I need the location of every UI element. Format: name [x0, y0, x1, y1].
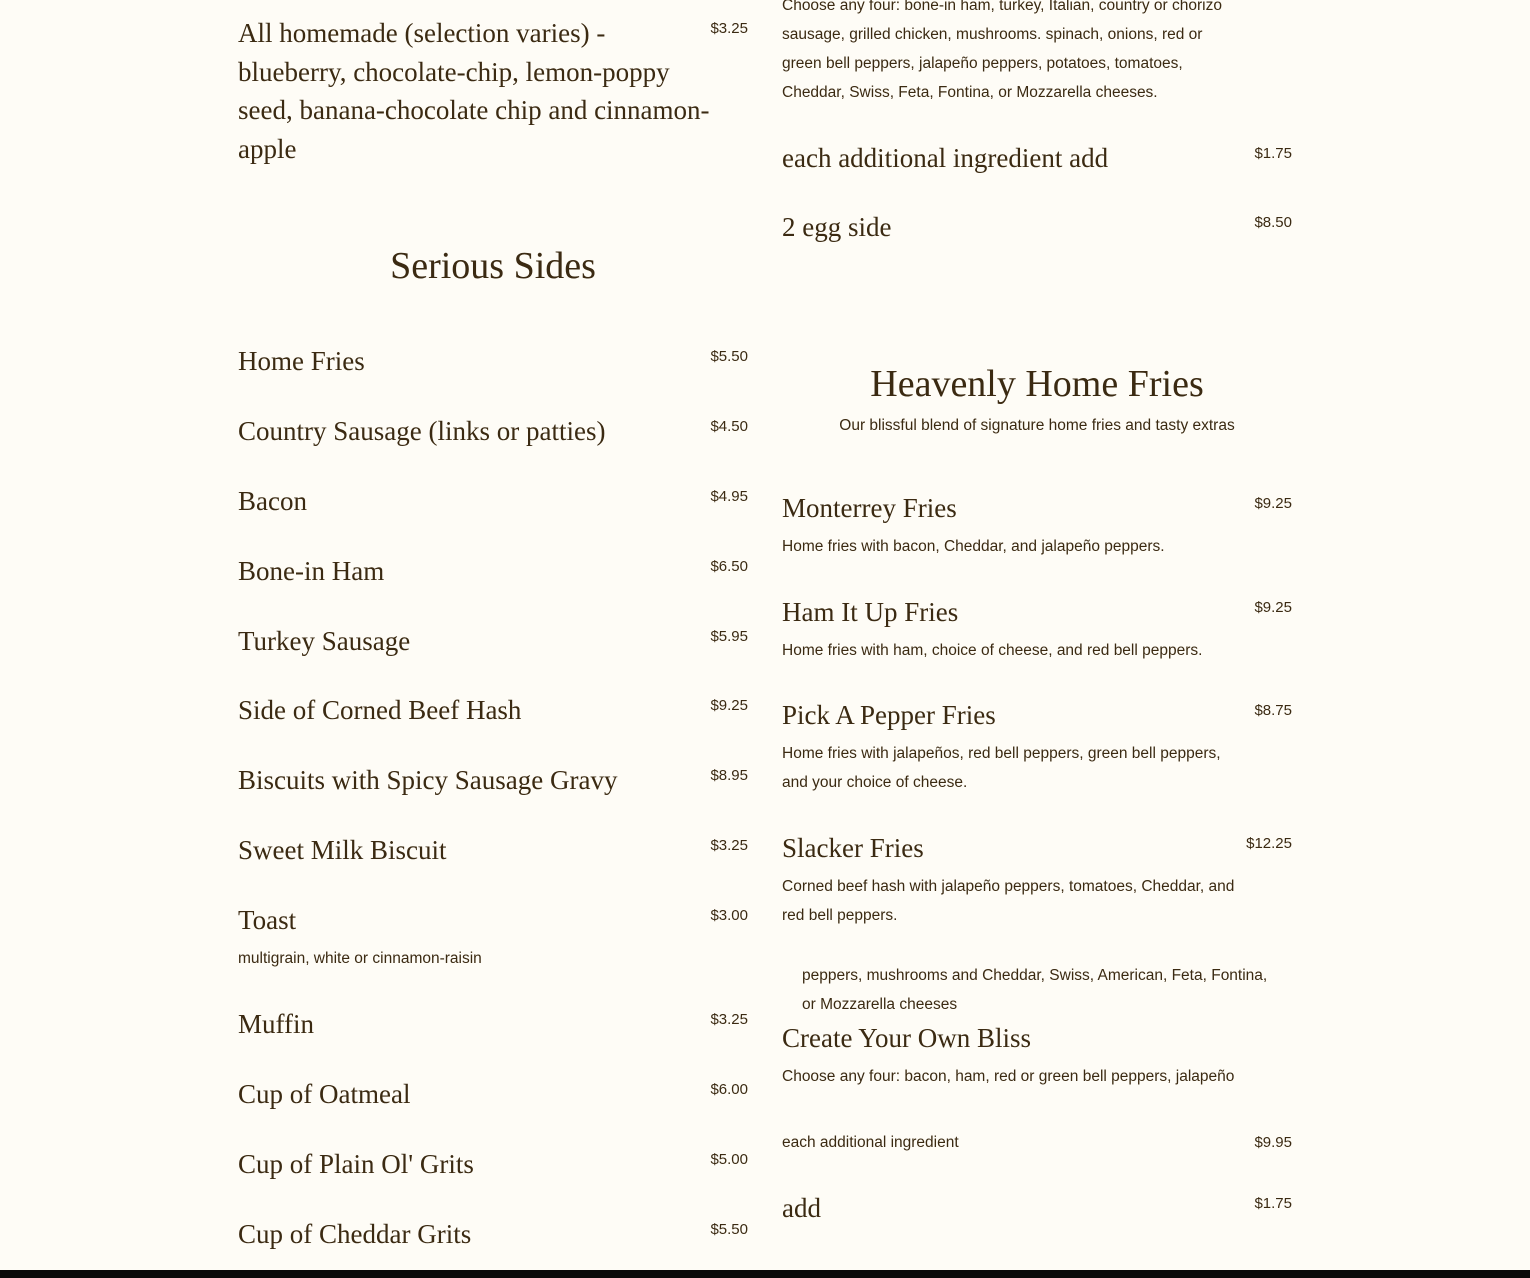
- side-item-price: $4.95: [710, 488, 748, 505]
- side-item-name: Sweet Milk Biscuit: [238, 835, 447, 865]
- side-item-name: Cup of Oatmeal: [238, 1079, 411, 1109]
- muffin-price: $3.25: [710, 20, 748, 37]
- side-item-name: Cup of Plain Ol' Grits: [238, 1149, 474, 1179]
- egg-side-price: $8.50: [1254, 214, 1292, 231]
- fries-item-price: $8.75: [1254, 702, 1292, 719]
- additional-ingredient-price: $1.75: [1254, 145, 1292, 162]
- section-subtitle: Our blissful blend of signature home fries and tasty extras: [839, 417, 1235, 434]
- egg-side-name: 2 egg side: [782, 212, 892, 242]
- side-item-name: Country Sausage (links or patties): [238, 416, 606, 446]
- fries-item-description: Home fries with ham, choice of cheese, and red bell peppers.: [782, 642, 1203, 659]
- section-heading-serious-sides: Serious Sides: [390, 245, 596, 287]
- side-item-name: Home Fries: [238, 346, 365, 376]
- section-heading-heavenly-home-fries: Heavenly Home Fries: [870, 363, 1204, 405]
- fries-item-description: Home fries with jalapeños, red bell peppers, green bell peppers, and your choice of cheese.: [782, 745, 1221, 791]
- side-item-price: $6.00: [710, 1081, 748, 1098]
- side-item-description: multigrain, white or cinnamon-raisin: [238, 950, 482, 967]
- fries-item-name: Ham It Up Fries: [782, 597, 959, 627]
- side-item-price: $3.00: [710, 907, 748, 924]
- side-item-price: $4.50: [710, 418, 748, 435]
- side-item-name: Bone-in Ham: [238, 556, 385, 586]
- side-item-price: $5.50: [710, 1221, 748, 1238]
- fries-item-price: $9.25: [1254, 495, 1292, 512]
- side-item-price: $6.50: [710, 558, 748, 575]
- create-your-own-bliss-description: Choose any four: bacon, ham, red or green bell peppers, jalapeño: [782, 1068, 1235, 1085]
- fries-item-price: $12.25: [1246, 835, 1292, 852]
- fries-item-name: Monterrey Fries: [782, 493, 957, 523]
- side-item-price: $3.25: [710, 837, 748, 854]
- add-price: $1.75: [1254, 1195, 1292, 1212]
- fries-item-price: $9.25: [1254, 599, 1292, 616]
- side-item-price: $3.25: [710, 1011, 748, 1028]
- additional-ingredient-name: each additional ingredient add: [782, 143, 1109, 173]
- side-item-name: Bacon: [238, 486, 307, 516]
- bottom-bar: [0, 1270, 1530, 1278]
- side-item-price: $5.95: [710, 628, 748, 645]
- bliss-overflow-text: peppers, mushrooms and Cheddar, Swiss, American, Feta, Fontina, or Mozzarella cheeses: [802, 967, 1268, 1013]
- create-your-own-bliss-name: Create Your Own Bliss: [782, 1023, 1032, 1053]
- side-item-price: $5.00: [710, 1151, 748, 1168]
- muffin-description: All homemade (selection varies) - blueberry, chocolate-chip, lemon-poppy seed, banana-chocolate chip and cinnamon-apple: [238, 18, 710, 164]
- side-item-name: Biscuits with Spicy Sausage Gravy: [238, 765, 618, 795]
- side-item-name: Turkey Sausage: [238, 626, 411, 656]
- side-item-name: Cup of Cheddar Grits: [238, 1219, 472, 1249]
- omelet-description: Choose any four: bone-in ham, turkey, Italian, country or chorizo sausage, grilled chicken, mushrooms. spinach, onions, red or green bell peppers, jalapeño peppers, potatoes, tomatoes, Cheddar, Swiss, Feta, Fontina, or Mozzarella cheeses.: [782, 0, 1222, 101]
- fries-item-name: Pick A Pepper Fries: [782, 700, 996, 730]
- fries-item-description: Corned beef hash with jalapeño peppers, tomatoes, Cheddar, and red bell peppers.: [782, 878, 1235, 924]
- fries-item-description: Home fries with bacon, Cheddar, and jalapeño peppers.: [782, 538, 1165, 555]
- fries-item-name: Slacker Fries: [782, 833, 924, 863]
- side-item-name: Toast: [238, 905, 297, 935]
- side-item-price: $8.95: [710, 767, 748, 784]
- create-your-own-bliss-price: $9.95: [1254, 1134, 1292, 1151]
- side-item-price: $9.25: [710, 697, 748, 714]
- side-item-name: Muffin: [238, 1009, 315, 1039]
- bliss-additional-ingredient-line: each additional ingredient: [782, 1134, 959, 1151]
- add-name: add: [782, 1193, 821, 1223]
- side-item-price: $5.50: [710, 348, 748, 365]
- side-item-name: Side of Corned Beef Hash: [238, 695, 522, 725]
